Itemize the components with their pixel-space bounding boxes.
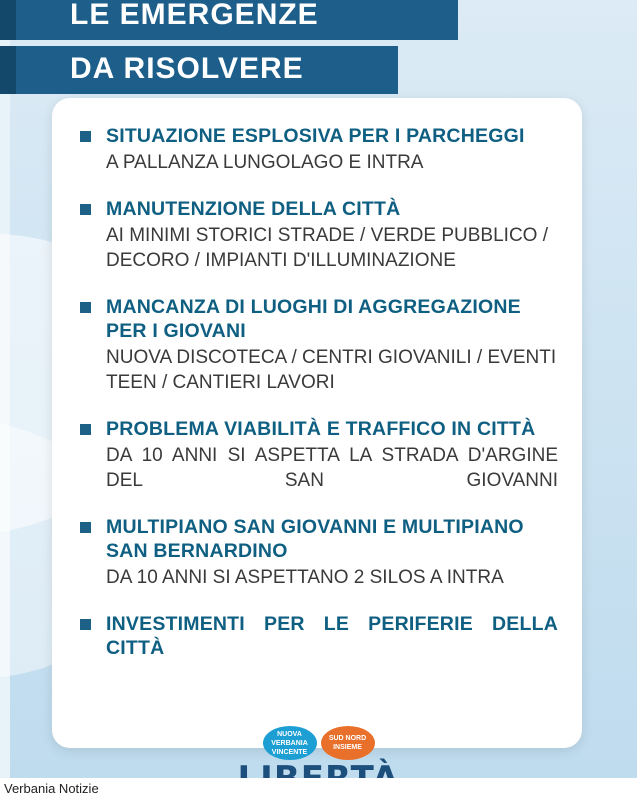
emergencies-card xyxy=(52,98,582,748)
badge-nuova-verbania: NUOVA VERBANIA VINCENTE xyxy=(263,726,317,760)
item-title: MANUTENZIONE DELLA CITTÀ xyxy=(106,198,401,220)
bullet-icon xyxy=(80,424,91,435)
list-item xyxy=(76,295,558,395)
header-line-2-text: DA RISOLVERE xyxy=(70,52,304,85)
list-item xyxy=(76,124,558,175)
item-body: DA 10 ANNI SI ASPETTA LA STRADA D'ARGINE DEL SAN GIOVANNI xyxy=(106,445,558,491)
item-body: DA 10 ANNI SI ASPETTANO 2 SILOS A INTRA xyxy=(106,567,504,588)
item-body: AI MINIMI STORICI STRADE / VERDE PUBBLICO / DECORO / IMPIANTI D'ILLUMINAZIONE xyxy=(106,225,549,271)
header-accent-1 xyxy=(0,0,16,40)
item-title: MANCANZA DI LUOGHI DI AGGREGAZIONE PER I GIOVANI xyxy=(106,296,521,342)
item-body: A PALLANZA LUNGOLAGO E INTRA xyxy=(106,152,424,173)
header-line-2 xyxy=(0,46,398,94)
header-accent-2 xyxy=(0,46,16,94)
logo-badges xyxy=(224,726,414,760)
item-body: NUOVA DISCOTECA / CENTRI GIOVANILI / EVENTI TEEN / CANTIERI LAVORI xyxy=(106,347,557,393)
header-line-1-text: LE EMERGENZE xyxy=(70,0,319,31)
item-title: INVESTIMENTI PER LE PERIFERIE DELLA CITTÀ xyxy=(106,613,558,659)
header-line-1 xyxy=(0,0,458,40)
poster-header xyxy=(0,0,637,94)
list-item xyxy=(76,417,558,493)
bullet-icon xyxy=(80,522,91,533)
item-title: MULTIPIANO SAN GIOVANNI E MULTIPIANO SAN BERNARDINO xyxy=(106,516,524,562)
list-item xyxy=(76,612,558,660)
bullet-icon xyxy=(80,619,91,630)
bullet-icon xyxy=(80,204,91,215)
watermark: Verbania Notizie xyxy=(0,778,105,800)
list-item xyxy=(76,515,558,590)
bullet-icon xyxy=(80,302,91,313)
item-title: PROBLEMA VIABILITÀ E TRAFFICO IN CITTÀ xyxy=(106,418,536,440)
item-title: SITUAZIONE ESPLOSIVA PER I PARCHEGGI xyxy=(106,125,525,147)
list-item xyxy=(76,197,558,273)
bullet-icon xyxy=(80,131,91,142)
badge-sud-nord: SUD NORD INSIEME xyxy=(321,726,375,760)
